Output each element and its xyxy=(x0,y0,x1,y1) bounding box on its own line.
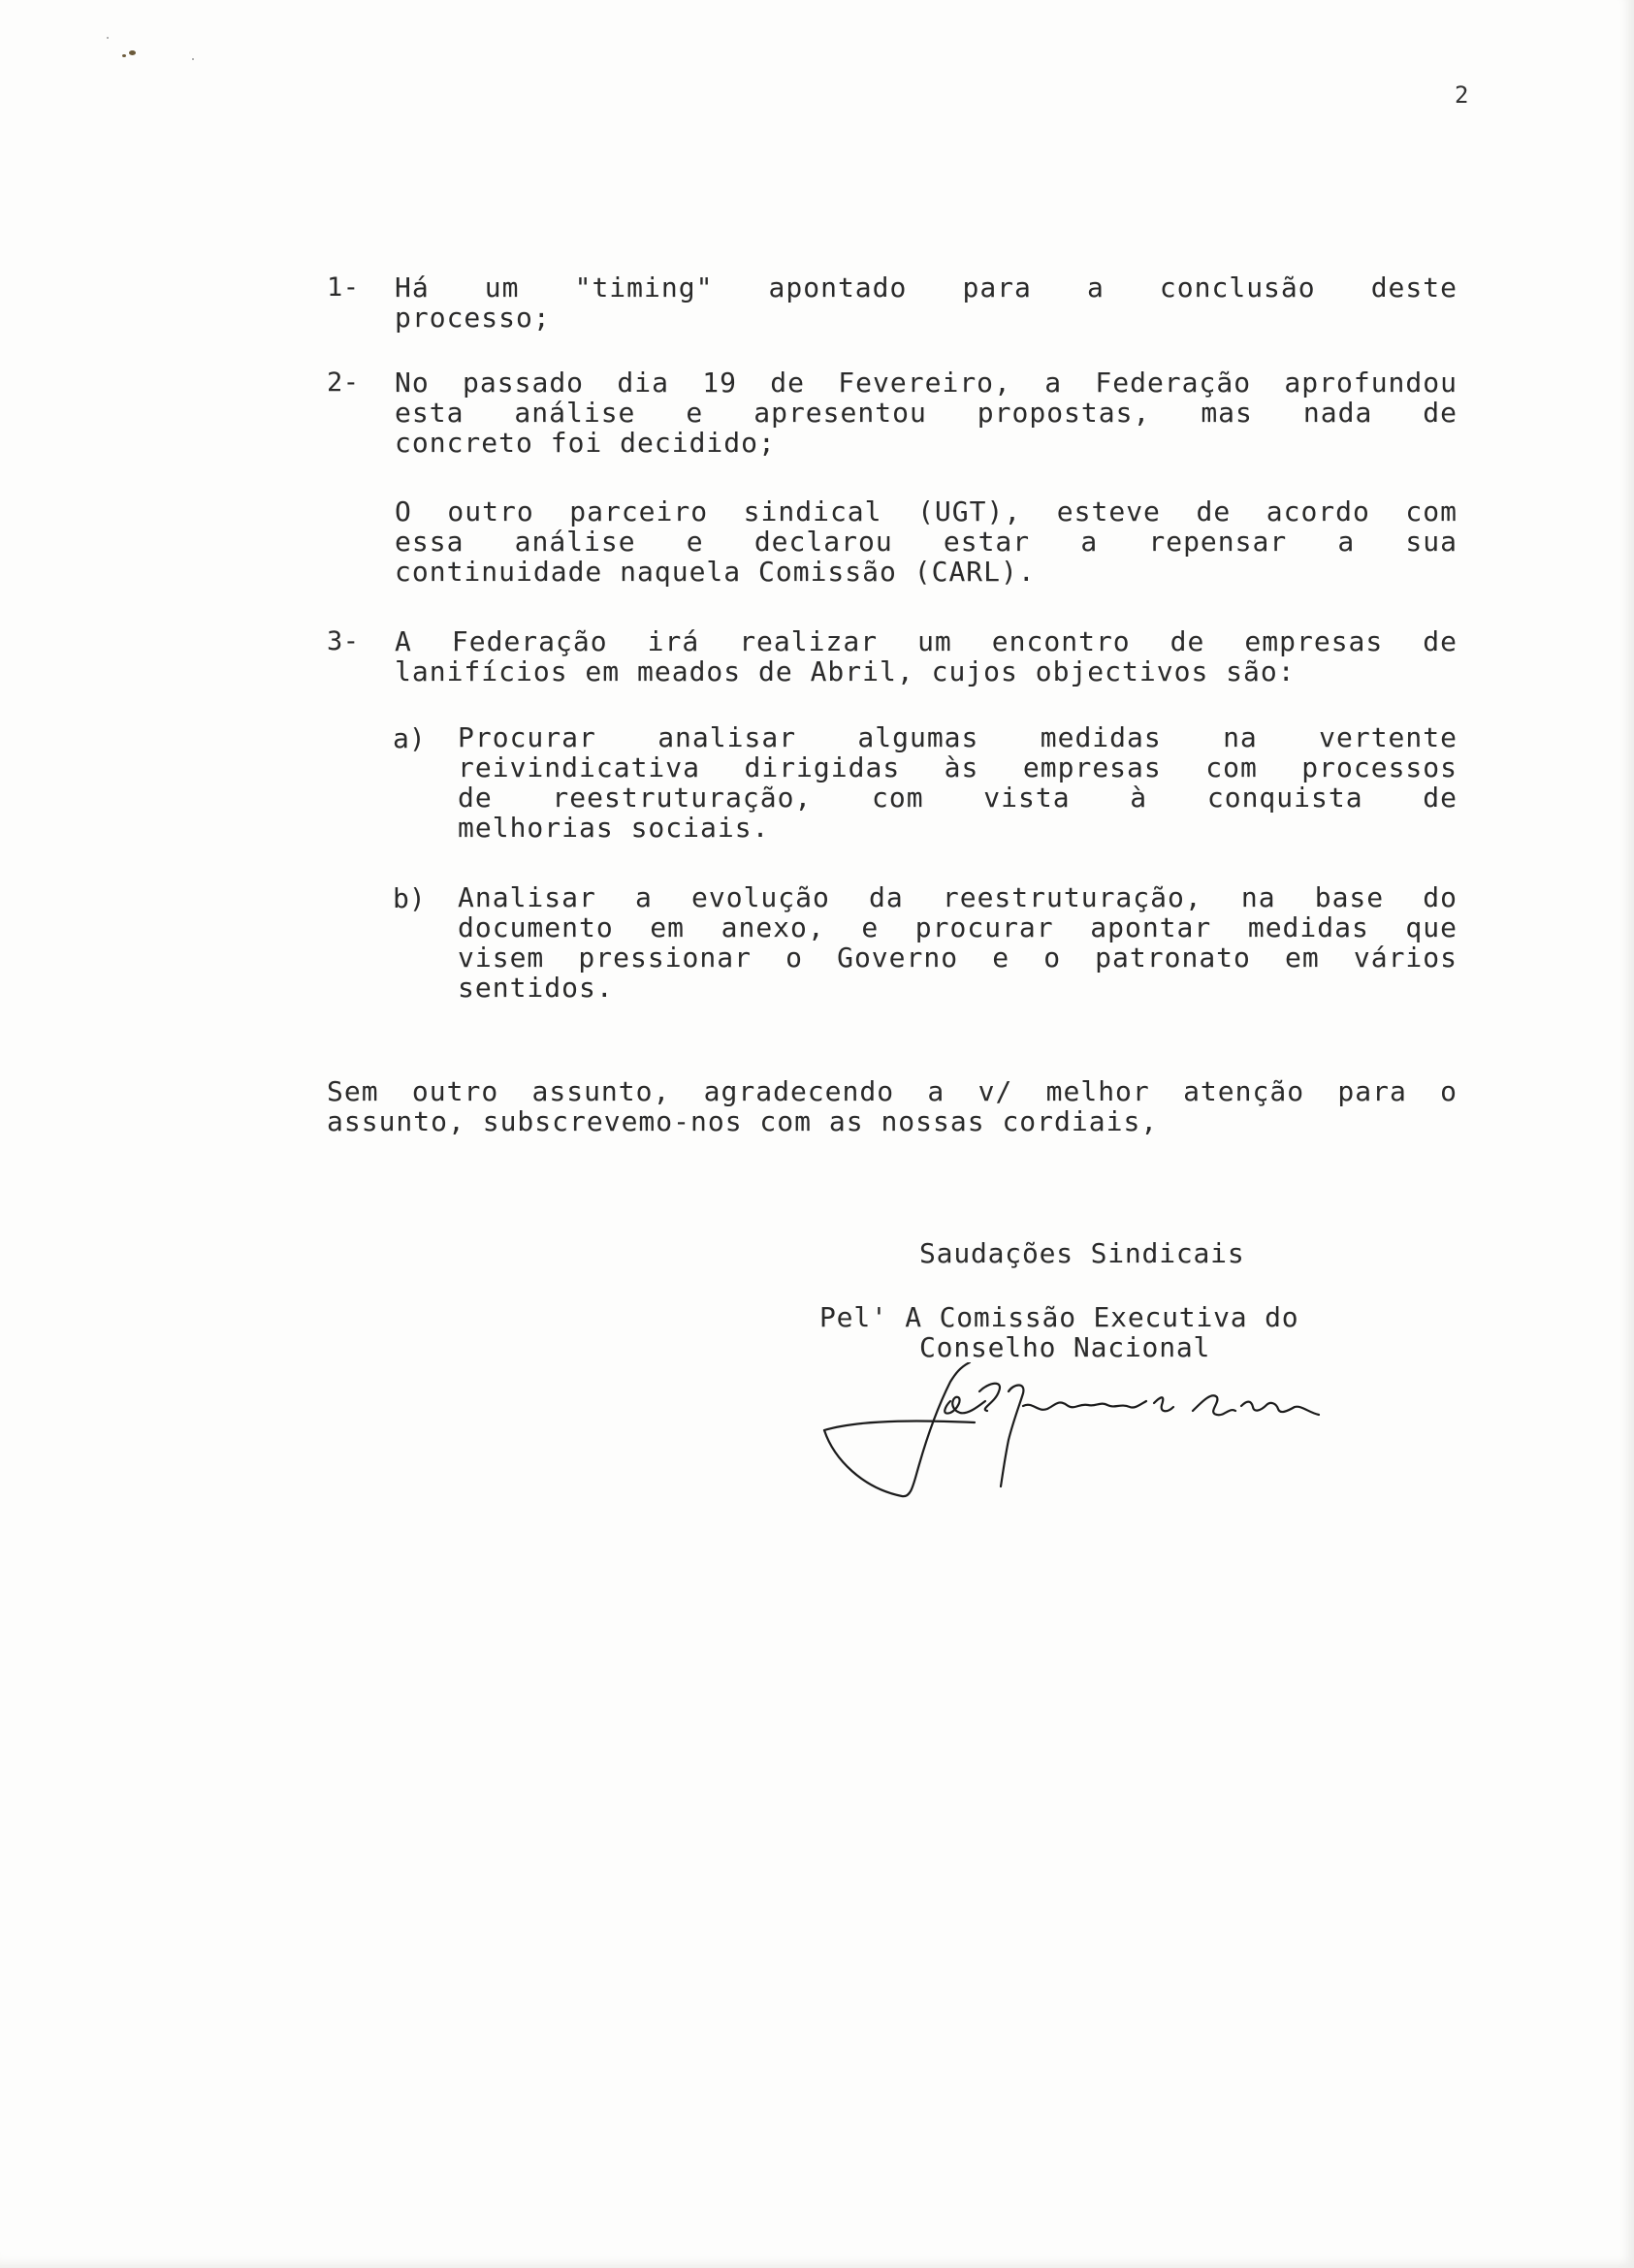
list-item-body xyxy=(395,496,1458,587)
text-line: continuidade naquela Comissão (CARL). xyxy=(395,556,1036,588)
text-line: Há um "timing" apontado para a conclusão deste xyxy=(395,272,1458,303)
signoff-block xyxy=(819,1238,1401,1268)
sub-item-letter: b) xyxy=(393,882,426,914)
list-item-number: 2- xyxy=(327,367,360,398)
closing-paragraph xyxy=(327,1076,1458,1136)
text-line: visem pressionar o Governo e o patronato em vários xyxy=(458,942,1458,974)
paper-speck xyxy=(122,54,126,57)
text-line: Analisar a evolução da reestruturação, na base do xyxy=(458,881,1458,913)
list-item-number: 1- xyxy=(327,272,360,303)
paper-speck xyxy=(129,50,136,55)
text-line: esta análise e apresentou propostas, mas nada de xyxy=(395,397,1458,429)
text-line: Procurar analisar algumas medidas na vertente xyxy=(458,721,1458,753)
text-line: essa análise e declarou estar a repensar a sua xyxy=(395,526,1458,558)
text-line: lanifícios em meados de Abril, cujos objectivos são: xyxy=(395,655,1296,687)
sub-item-body xyxy=(458,722,1458,843)
page-number: 2 xyxy=(1455,81,1469,109)
text-line: No passado dia 19 de Fevereiro, a Federação aprofundou xyxy=(395,367,1458,399)
text-line: Sem outro assunto, agradecendo a v/ melhor atenção para o xyxy=(327,1075,1458,1107)
list-item-body xyxy=(395,626,1458,687)
paper-speck xyxy=(192,58,194,60)
text-line: assunto, subscrevemo-nos com as nossas cordiais, xyxy=(327,1105,1159,1137)
list-item-number: 3- xyxy=(327,626,360,656)
paper-speck xyxy=(107,37,109,39)
sub-item-body xyxy=(458,882,1458,1003)
text-line: Pel' A Comissão Executiva do xyxy=(819,1301,1299,1333)
list-item-body xyxy=(395,272,1458,333)
greeting: Saudações Sindicais xyxy=(919,1237,1245,1269)
text-line: Conselho Nacional xyxy=(919,1331,1211,1363)
text-line: documento em anexo, e procurar apontar medidas que xyxy=(458,911,1458,943)
text-line: reivindicativa dirigidas às empresas com processos xyxy=(458,751,1458,783)
text-line: de reestruturação, com vista à conquista de xyxy=(458,782,1458,814)
text-line: processo; xyxy=(395,302,551,334)
sub-item-letter: a) xyxy=(393,722,426,754)
text-line: sentidos. xyxy=(458,972,614,1004)
text-line: O outro parceiro sindical (UGT), esteve de acordo com xyxy=(395,495,1458,527)
signoff-organization xyxy=(819,1302,1401,1362)
handwritten-signature-icon xyxy=(805,1362,1484,1508)
list-item-body xyxy=(395,367,1458,458)
text-line: melhorias sociais. xyxy=(458,812,770,844)
text-line: A Federação irá realizar um encontro de empresas de xyxy=(395,625,1458,657)
text-line: concreto foi decidido; xyxy=(395,427,776,459)
